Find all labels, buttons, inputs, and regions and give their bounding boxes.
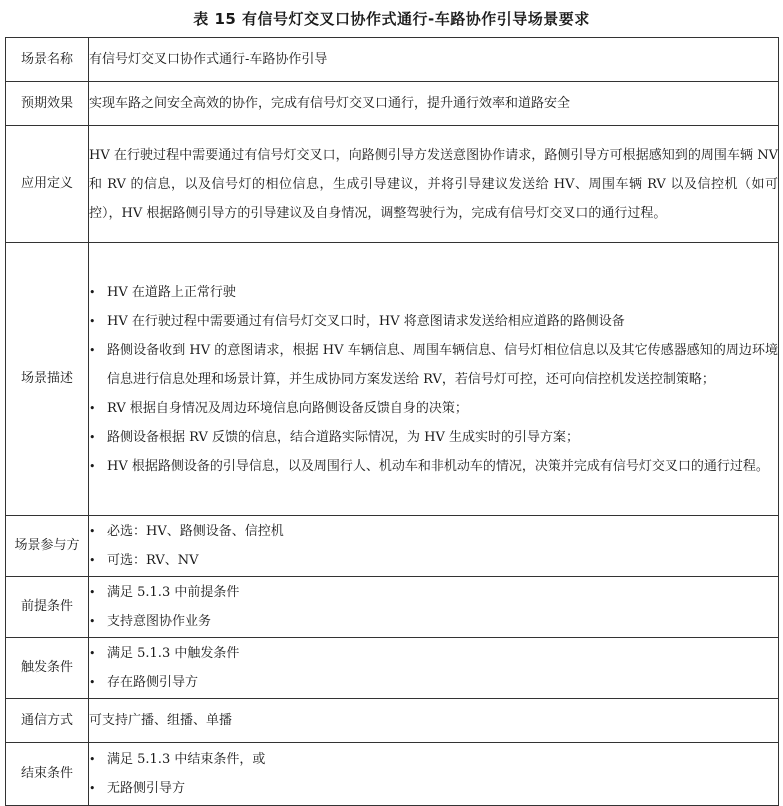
row-value-communication-mode [89, 699, 779, 743]
bullet-icon: • [89, 314, 96, 328]
expected-effect-text: 实现车路之间安全高效的协作，完成有信号灯交叉口通行，提升通行效率和道路安全 [89, 96, 571, 111]
row-label-communication-mode: 通信方式 [6, 699, 89, 743]
list-item: • 路侧设备收到 HV 的意图请求，根据 HV 车辆信息、周围车辆信息、信号灯相位信息以及其它传感器感知的周边环境信息进行信息处理和场景计算，并生成协同方案发送给 RV，若信号灯可控，还可向信控机发送控制策略； [89, 336, 778, 394]
list-item: • 必选：HV、路侧设备、信控机 [89, 517, 778, 546]
list-item: • HV 在行驶过程中需要通过有信号灯交叉口时，HV 将意图请求发送给相应道路的路侧设备 [89, 307, 778, 336]
end-conditions-list [89, 745, 778, 803]
list-item: • RV 根据自身情况及周边环境信息向路侧设备反馈自身的决策； [89, 394, 778, 423]
row-label-scene-description: 场景描述 [6, 243, 89, 516]
bullet-icon: • [89, 676, 96, 689]
bullet-icon: • [89, 554, 96, 567]
table-row-application-definition [6, 126, 779, 243]
row-label-trigger-conditions: 触发条件 [6, 638, 89, 699]
row-value-preconditions [89, 577, 779, 638]
row-label-application-definition: 应用定义 [6, 126, 89, 243]
row-value-trigger-conditions [89, 638, 779, 699]
row-value-expected-effect [89, 82, 779, 126]
row-label-end-conditions: 结束条件 [6, 743, 89, 806]
bullet-icon: • [89, 586, 96, 599]
row-label-participants: 场景参与方 [6, 516, 89, 577]
list-item: • HV 在道路上正常行驶 [89, 278, 778, 307]
row-label-scene-name: 场景名称 [6, 38, 89, 82]
row-label-expected-effect: 预期效果 [6, 82, 89, 126]
list-item: • 满足 5.1.3 中前提条件 [89, 578, 778, 607]
table-row-participants [6, 516, 779, 577]
row-label-preconditions: 前提条件 [6, 577, 89, 638]
table-row-scene-name [6, 38, 779, 82]
bullet-icon: • [89, 753, 96, 766]
row-value-scene-description [89, 243, 779, 516]
preconditions-list [89, 578, 778, 636]
bullet-icon: • [89, 647, 96, 660]
table-row-trigger-conditions [6, 638, 779, 699]
trigger-conditions-list [89, 639, 778, 697]
participants-list [89, 517, 778, 575]
table-row-preconditions [6, 577, 779, 638]
scene-name-text: 有信号灯交叉口协作式通行-车路协作引导 [89, 52, 328, 67]
application-definition-text: HV 在行驶过程中需要通过有信号灯交叉口，向路侧引导方发送意图协作请求，路侧引导方可根据感知到的周围车辆 NV 和 RV 的信息，以及信号灯的相位信息，生成引导建议，并将引导建议发送给 HV、周围车辆 RV 以及信控机（如可控），HV 根据路侧引导方的引导建议及自身情况，调整驾驶行为，完成有信号灯交叉口的通行过程。 [89, 147, 778, 221]
bullet-icon: • [89, 525, 96, 538]
list-item: • 可选：RV、NV [89, 546, 778, 575]
bullet-icon: • [89, 401, 96, 415]
table-row-communication-mode [6, 699, 779, 743]
list-item: • 支持意图协作业务 [89, 607, 778, 636]
table-row-expected-effect [6, 82, 779, 126]
table-caption: 表 15 有信号灯交叉口协作式通行-车路协作引导场景要求 [193, 9, 590, 28]
communication-mode-text: 可支持广播、组播、单播 [89, 713, 233, 728]
list-item: • 路侧设备根据 RV 反馈的信息，结合道路实际情况，为 HV 生成实时的引导方案； [89, 423, 778, 452]
bullet-icon: • [89, 459, 96, 473]
bullet-icon: • [89, 430, 96, 444]
bullet-icon: • [89, 343, 96, 357]
bullet-icon: • [89, 615, 96, 628]
list-item: • 存在路侧引导方 [89, 668, 778, 697]
row-value-participants [89, 516, 779, 577]
row-value-scene-name [89, 38, 779, 82]
list-item: • 满足 5.1.3 中触发条件 [89, 639, 778, 668]
bullet-icon: • [89, 285, 96, 299]
list-item: • 无路侧引导方 [89, 774, 778, 803]
scenario-requirements-table [5, 37, 779, 806]
table-row-scene-description [6, 243, 779, 516]
scene-description-list [89, 278, 778, 481]
list-item: • HV 根据路侧设备的引导信息，以及周围行人、机动车和非机动车的情况，决策并完成有信号灯交叉口的通行过程。 [89, 452, 778, 481]
bullet-icon: • [89, 782, 96, 795]
row-value-end-conditions [89, 743, 779, 806]
row-value-application-definition [89, 126, 779, 243]
list-item: • 满足 5.1.3 中结束条件，或 [89, 745, 778, 774]
table-row-end-conditions [6, 743, 779, 806]
